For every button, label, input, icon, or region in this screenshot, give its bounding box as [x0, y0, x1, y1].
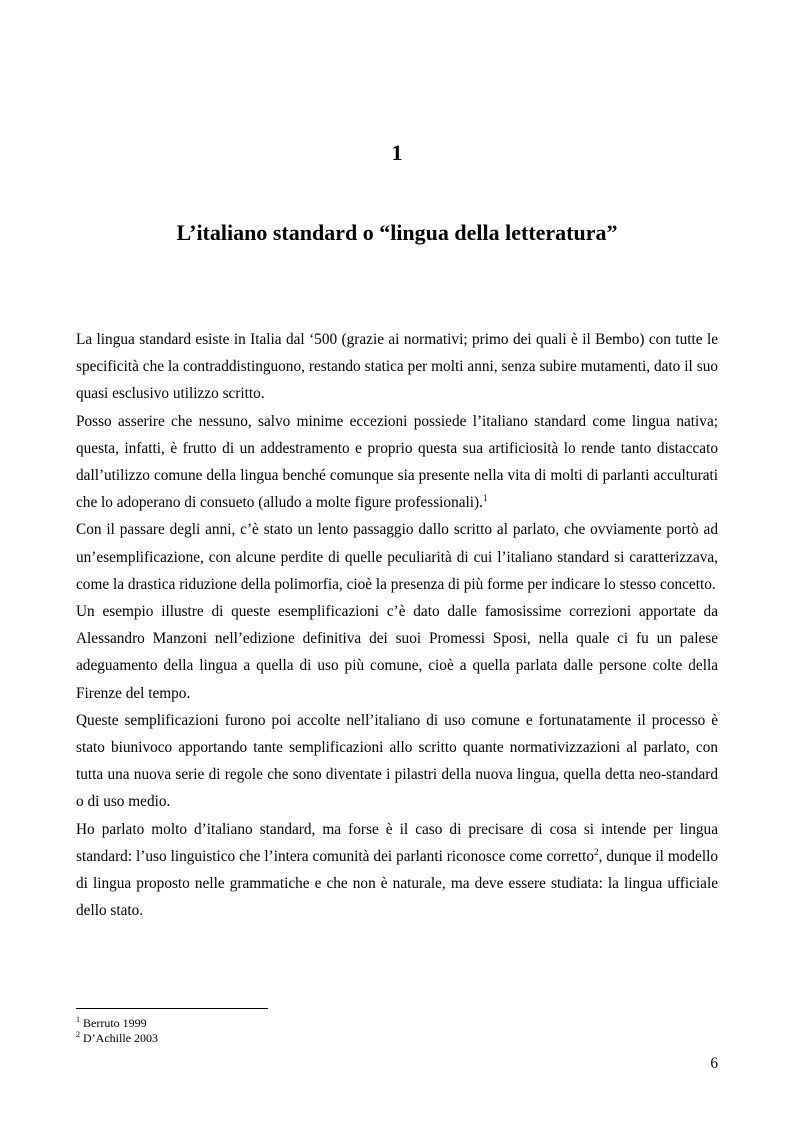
chapter-number: 1 — [391, 140, 403, 165]
paragraph-6 — [76, 816, 718, 925]
paragraph-3: Con il passare degli anni, c’è stato un lento passaggio dallo scritto al parlato, che ovviamente portò ad un’esemplificazione, con alcune perdite di quelle peculiarità di cui l’italiano standard si caratterizzava, come la drastica riduzione della polimorfia, cioè la presenza di più forme per indicare lo stesso concetto. — [76, 521, 718, 593]
body-text — [76, 326, 718, 924]
footnote-ref-1: 1 — [482, 493, 488, 504]
paragraph-4: Un esempio illustre di queste esemplificazioni c’è dato dalle famosissime correzioni apportate da Alessandro Manzoni nell’edizione definitiva dei suoi Promessi Sposi, nella quale ci fu un palese adeguamento della lingua a quella di uso più comune, cioè a quella parlata dalle persone colte della Firenze del tempo. — [76, 603, 718, 702]
chapter-title: L’italiano standard o “lingua della letteratura” — [176, 220, 618, 245]
paragraph-5: Queste semplificazioni furono poi accolte nell’italiano di uso comune e fortunatamente il processo è stato biunivoco apportando tante semplificazioni allo scritto quante normativizzazioni al parlato, con tutta una nuova serie di regole che sono diventate i pilastri della nuova lingua, quella detta neo-standard o di uso medio. — [76, 711, 718, 811]
paragraph-6-text-before: Ho parlato molto d’italiano standard, ma forse è il caso di precisare di cosa si intende per lingua standard: l’uso linguistico che l’intera comunità dei parlanti riconosce come corretto — [76, 820, 718, 865]
footnote-1-text: Berruto 1999 — [83, 1016, 147, 1030]
footnote-divider — [76, 1008, 268, 1009]
footnote-2-text: D’Achille 2003 — [83, 1031, 158, 1045]
paragraph-2-text: Posso asserire che nessuno, salvo minime eccezioni possiede l’italiano standard come lingua nativa; questa, infatti, è frutto di un addestramento e proprio questa sua artificiosità lo rende tanto distaccato dall’utilizzo comune della lingua benché comunque sia presente nella vita di molti di parlanti acculturati che lo adoperano di consueto (alludo a molte figure professionali). — [76, 412, 718, 512]
paragraph-2 — [76, 408, 718, 517]
footnotes — [76, 1016, 718, 1046]
footnote-1-marker: 1 — [76, 1015, 80, 1024]
footnote-ref-2: 2 — [594, 846, 599, 857]
paragraph-6-text-after: , dunque il modello di lingua proposto nelle grammatiche e che non è naturale, ma deve essere studiata: la lingua ufficiale dello stato. — [76, 847, 718, 920]
paragraph-1: La lingua standard esiste in Italia dal ‘500 (grazie ai normativi; primo dei quali è il Bembo) con tutte le specificità che la contraddistinguono, restando statica per molti anni, senza subire mutamenti, dato il suo quasi esclusivo utilizzo scritto. — [76, 331, 718, 403]
footnote-2 — [76, 1031, 718, 1046]
page-number: 6 — [710, 1055, 718, 1072]
footnote-2-marker: 2 — [76, 1030, 80, 1039]
footnote-1 — [76, 1016, 718, 1031]
